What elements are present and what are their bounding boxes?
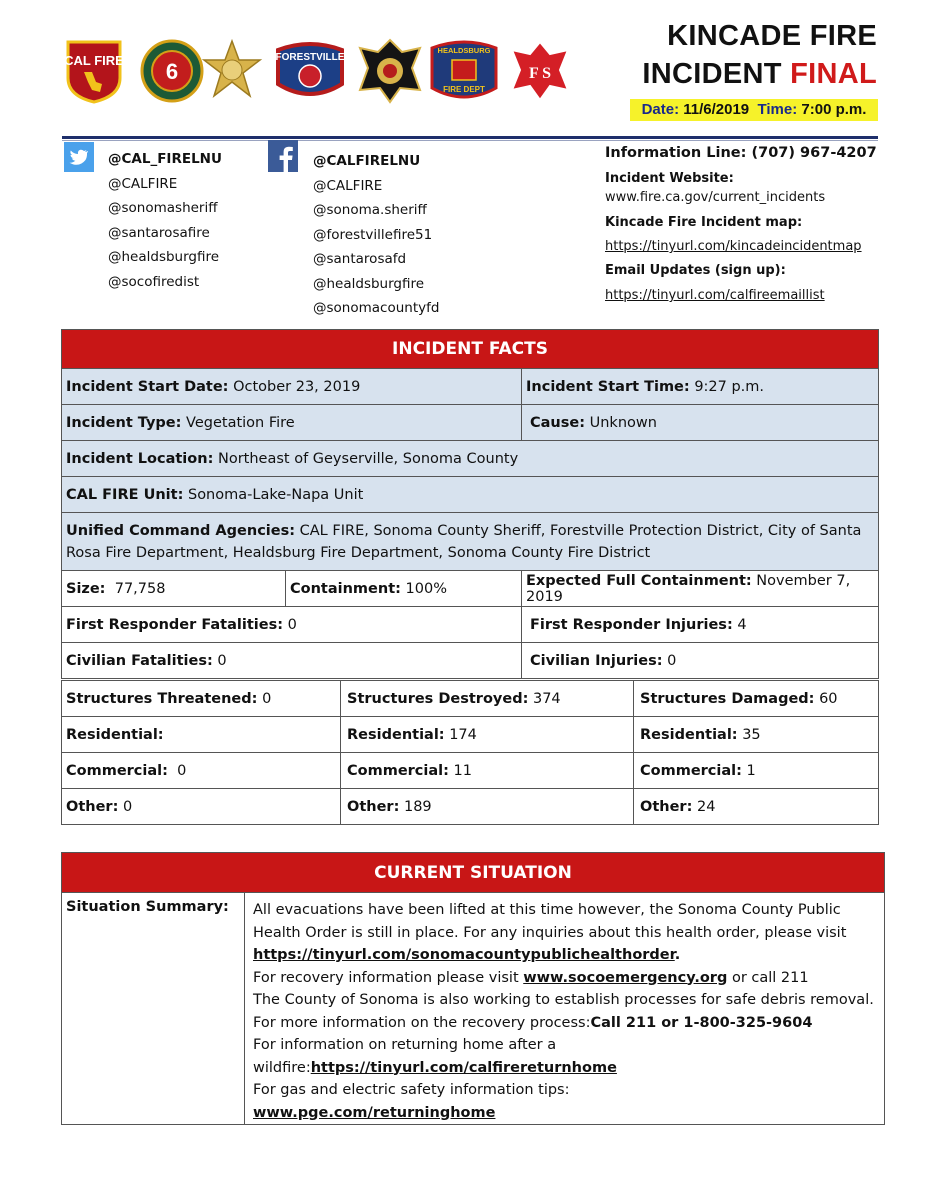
summary-p3: The County of Sonoma is also working to establish processes for safe debris removal. For more information on the recovery process:: [253, 992, 874, 1031]
destroyed-cell: [341, 681, 634, 717]
socofire-maltese-cross-icon: [508, 38, 572, 104]
situation-summary-label: Situation Summary:: [66, 899, 229, 915]
res-damaged-value: 35: [742, 726, 761, 743]
start-time-label: Incident Start Time:: [526, 378, 690, 395]
fr-injuries-cell: [522, 607, 879, 643]
date-label: Date:: [641, 101, 680, 118]
svg-text:F S: F S: [528, 65, 552, 82]
facebook-handle[interactable]: @CALFIRELNU: [313, 153, 421, 169]
twitter-handle[interactable]: @socofiredist: [108, 274, 200, 290]
start-date-label: Incident Start Date:: [66, 378, 229, 395]
summary-p4: For information on returning home after a wildfire:: [253, 1037, 557, 1076]
commercial-label: Commercial:: [66, 762, 168, 779]
facebook-icon[interactable]: [268, 140, 298, 172]
pge-link[interactable]: www.pge.com/returninghome: [253, 1104, 496, 1121]
containment-cell: [286, 571, 522, 607]
incident-website-label: Incident Website:: [605, 171, 734, 186]
date-value: 11/6/2019: [683, 101, 750, 118]
situation-summary-cell: [245, 893, 885, 1125]
cause-value: Unknown: [589, 414, 657, 431]
team-6-badge-icon: [140, 38, 204, 104]
destroyed-label: Structures Destroyed:: [347, 690, 529, 707]
fr-fatalities-cell: [62, 607, 522, 643]
residential-label: Residential:: [347, 726, 445, 743]
com-threatened-value: 0: [177, 762, 187, 779]
cal-fire-unit-value: Sonoma-Lake-Napa Unit: [187, 486, 364, 503]
twitter-handle[interactable]: @sonomasheriff: [108, 200, 218, 216]
start-time-cell: [522, 369, 879, 405]
expected-containment-cell: [522, 571, 879, 607]
twitter-handle[interactable]: @CAL_FIRELNU: [108, 151, 222, 167]
incident-type-value: Vegetation Fire: [186, 414, 295, 431]
com-damaged-value: 1: [746, 762, 756, 779]
title-final: FINAL: [790, 58, 877, 90]
unified-command-label: Unified Command Agencies:: [66, 522, 296, 539]
cause-cell: [522, 405, 879, 441]
civ-injuries-value: 0: [667, 652, 677, 669]
civ-injuries-label: Civilian Injuries:: [530, 652, 663, 669]
oth-destroyed-cell: [341, 789, 634, 825]
com-threatened-cell: [62, 753, 341, 789]
time-value: 7:00 p.m.: [801, 101, 867, 118]
incident-type-cell: [62, 405, 522, 441]
healdsburg-fire-dept-icon: [428, 38, 500, 104]
forestville-patch-text: FORESTVILLE: [275, 52, 345, 63]
civ-fatalities-value: 0: [217, 652, 227, 669]
com-destroyed-value: 11: [453, 762, 472, 779]
destroyed-value: 374: [532, 690, 561, 707]
structures-table: [61, 680, 879, 825]
size-cell: [62, 571, 286, 607]
situation-summary-text: [253, 899, 880, 1124]
oth-damaged-value: 24: [696, 798, 716, 815]
incident-map-link[interactable]: https://tinyurl.com/kincadeincidentmap: [605, 239, 862, 254]
title-line-1: [667, 20, 877, 53]
oth-damaged-cell: [634, 789, 879, 825]
information-line: Information Line: (707) 967-4207: [605, 145, 877, 161]
expected-containment-value: November 7, 2019: [526, 572, 851, 605]
incident-type-label: Incident Type:: [66, 414, 182, 431]
facebook-handle[interactable]: @sonoma.sheriff: [313, 202, 427, 218]
other-label: Other:: [66, 798, 119, 815]
fr-fatalities-value: 0: [287, 616, 297, 633]
forestville-fire-patch-icon: [272, 38, 348, 104]
incident-website-link[interactable]: www.fire.ca.gov/current_incidents: [605, 190, 826, 205]
fr-fatalities-label: First Responder Fatalities:: [66, 616, 284, 633]
incident-map-label: Kincade Fire Incident map:: [605, 215, 803, 230]
twitter-handle[interactable]: @healdsburgfire: [108, 249, 220, 265]
facebook-handle[interactable]: @forestvillefire51: [313, 227, 433, 243]
date-time-box: [630, 99, 878, 121]
damaged-cell: [634, 681, 879, 717]
containment-value: 100%: [405, 580, 448, 597]
cal-fire-unit-label: CAL FIRE Unit:: [66, 486, 184, 503]
size-value: 77,758: [114, 580, 166, 597]
oth-threatened-cell: [62, 789, 341, 825]
unified-command-cell: [62, 513, 879, 571]
civ-injuries-cell: [522, 643, 879, 679]
twitter-icon[interactable]: [64, 142, 94, 172]
recovery-phone: Call 211 or 1-800-325-9604: [590, 1014, 813, 1031]
fr-injuries-label: First Responder Injuries:: [530, 616, 733, 633]
civ-fatalities-cell: [62, 643, 522, 679]
facebook-handle[interactable]: @sonomacountyfd: [313, 300, 440, 316]
email-updates-link[interactable]: https://tinyurl.com/calfireemaillist: [605, 288, 825, 303]
com-destroyed-cell: [341, 753, 634, 789]
time-label: Time:: [757, 101, 798, 118]
title-kincade-fire: KINCADE FIRE: [667, 20, 877, 52]
summary-p5: For gas and electric safety information tips:: [253, 1082, 570, 1098]
com-damaged-cell: [634, 753, 879, 789]
civ-fatalities-label: Civilian Fatalities:: [66, 652, 213, 669]
situation-summary-label-cell: [62, 893, 245, 1125]
svg-text:FIRE DEPT: FIRE DEPT: [443, 85, 485, 94]
incident-location-cell: [62, 441, 879, 477]
cause-label: Cause:: [530, 414, 586, 431]
expected-containment-label: Expected Full Containment:: [526, 572, 752, 589]
start-time-value: 9:27 p.m.: [694, 378, 765, 395]
socoemergency-link[interactable]: www.socoemergency.org: [523, 969, 728, 986]
oth-threatened-value: 0: [122, 798, 133, 815]
commercial-label: Commercial:: [640, 762, 742, 779]
cal-fire-logo-icon: [62, 38, 126, 104]
start-date-cell: [62, 369, 522, 405]
sheriff-star-icon: [200, 38, 264, 104]
incident-facts-table: [61, 329, 879, 679]
email-updates-label: Email Updates (sign up):: [605, 263, 786, 278]
res-destroyed-value: 174: [449, 726, 477, 743]
santa-rosa-fire-maltese-icon: [358, 38, 422, 104]
residential-label: Residential:: [66, 726, 164, 743]
res-threatened-cell: [62, 717, 341, 753]
residential-label: Residential:: [640, 726, 738, 743]
incident-location-label: Incident Location:: [66, 450, 214, 467]
cal-fire-logo-text: CAL FIRE: [64, 53, 124, 68]
other-label: Other:: [347, 798, 400, 815]
twitter-handle[interactable]: @santarosafire: [108, 225, 210, 241]
size-label: Size:: [66, 580, 106, 597]
team-6-badge-text: 6: [165, 59, 179, 84]
threatened-cell: [62, 681, 341, 717]
summary-p1: All evacuations have been lifted at this time however, the Sonoma County Public Health Order is still in place. For any inquiries about this health order, please visit: [253, 902, 847, 941]
damaged-value: 60: [819, 690, 838, 707]
res-damaged-cell: [634, 717, 879, 753]
facebook-handle[interactable]: @CALFIRE: [313, 178, 383, 194]
title-line-2: [642, 58, 877, 91]
unified-command-value: CAL FIRE, Sonoma County Sheriff, Forestville Protection District, City of Santa Rosa Fire Department, Healdsburg Fire Department, Sonoma County Fire District: [66, 522, 862, 561]
cal-fire-unit-cell: [62, 477, 879, 513]
return-home-link[interactable]: https://tinyurl.com/calfirereturnhome: [310, 1059, 617, 1076]
res-destroyed-cell: [341, 717, 634, 753]
fr-injuries-value: 4: [737, 616, 747, 633]
facebook-handle[interactable]: @santarosafd: [313, 251, 407, 267]
header-divider: [62, 136, 878, 139]
other-label: Other:: [640, 798, 693, 815]
damaged-label: Structures Damaged:: [640, 690, 815, 707]
title-incident: INCIDENT: [642, 58, 791, 90]
current-situation-header: CURRENT SITUATION: [62, 853, 885, 893]
facebook-handle[interactable]: @healdsburgfire: [313, 276, 425, 292]
health-order-link[interactable]: https://tinyurl.com/sonomacountypublichealthorder: [253, 947, 675, 963]
start-date-value: October 23, 2019: [233, 378, 361, 395]
incident-facts-header: INCIDENT FACTS: [62, 330, 879, 369]
header-divider-thin: [62, 140, 878, 141]
commercial-label: Commercial:: [347, 762, 449, 779]
svg-text:HEALDSBURG: HEALDSBURG: [437, 46, 491, 55]
summary-p2-suffix: or call 211: [731, 969, 809, 986]
summary-p2: For recovery information please visit: [253, 969, 519, 986]
containment-label: Containment:: [290, 580, 401, 597]
threatened-value: 0: [262, 690, 272, 707]
oth-destroyed-value: 189: [403, 798, 432, 815]
twitter-handle[interactable]: @CALFIRE: [108, 176, 178, 192]
health-order-link-suffix: .: [674, 947, 681, 963]
threatened-label: Structures Threatened:: [66, 690, 258, 707]
current-situation-table: [61, 852, 885, 1125]
incident-location-value: Northeast of Geyserville, Sonoma County: [217, 450, 519, 467]
